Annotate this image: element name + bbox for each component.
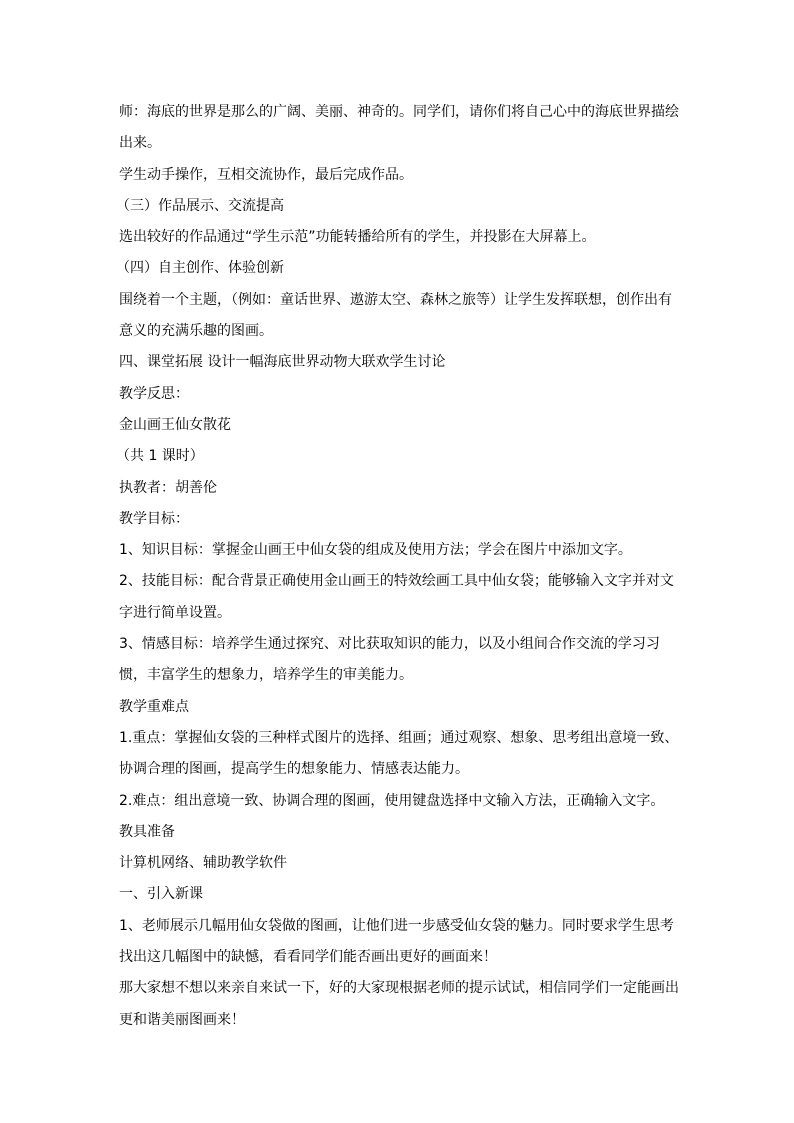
- heading-introduction: 一、引入新课: [119, 886, 203, 903]
- document-page: [116, 97, 679, 1036]
- label-teaching-reflection: 教学反思：: [119, 385, 189, 402]
- lesson-duration: （共 1 课时）: [116, 448, 204, 465]
- heading-section-3: （三）作品展示、交流提高: [116, 197, 284, 214]
- label-key-difficult-points: 教学重难点: [119, 698, 189, 715]
- key-point: 1.重点：掌握仙女袋的三种样式图片的选择、组画；通过观察、想象、思考组出意境一致、协调合理的图画，提高学生的想象能力、情感表达能力。: [119, 729, 679, 778]
- label-teaching-aids: 教具准备: [119, 823, 175, 840]
- paragraph-creation: 围绕着一个主题，（例如：童话世界、遨游太空、森林之旅等）让学生发挥联想，创作出有意义的充满乐趣的图画。: [119, 291, 672, 340]
- label-teaching-objectives: 教学目标：: [119, 510, 189, 527]
- paragraph-showcase: 选出较好的作品通过“学生示范”功能转播给所有的学生，并投影在大屏幕上。: [119, 229, 596, 246]
- heading-classroom-extension: 四、课堂拓展 设计一幅海底世界动物大联欢学生讨论: [119, 354, 446, 371]
- difficult-point: 2.难点：组出意境一致、协调合理的图画，使用键盘选择中文输入方法，正确输入文字。: [119, 792, 665, 809]
- objective-knowledge: 1、知识目标：掌握金山画王中仙女袋的组成及使用方法；学会在图片中添加文字。: [119, 542, 632, 559]
- lesson-teacher: 执教者：胡善伦: [119, 479, 217, 496]
- lesson-title: 金山画王仙女散花: [119, 416, 231, 433]
- intro-step-2: 那大家想不想以来亲自来试一下，好的大家现根据老师的提示试试，相信同学们一定能画出更和谐美丽图画来！: [119, 980, 679, 1028]
- paragraph-student-operation: 学生动手操作，互相交流协作，最后完成作品。: [119, 166, 413, 183]
- teaching-aids: 计算机网络、辅助教学软件: [119, 855, 287, 872]
- objective-skill: 2、技能目标：配合背景正确使用金山画王的特效绘画工具中仙女袋；能够输入文字并对文字进行简单设置。: [119, 573, 674, 621]
- objective-emotion: 3、情感目标：培养学生通过探究、对比获取知识的能力，以及小组间合作交流的学习习惯，丰富学生的想象力，培养学生的审美能力。: [119, 636, 660, 684]
- heading-section-4: （四）自主创作、体验创新: [116, 260, 284, 277]
- intro-step-1: 1、老师展示几幅用仙女袋做的图画，让他们进一步感受仙女袋的魅力。同时要求学生思考找出这几幅图中的缺憾，看看同学们能否画出更好的画面来！: [119, 917, 674, 966]
- paragraph-teacher-intro: 师：海底的世界是那么的广阔、美丽、神奇的。同学们，请你们将自己心中的海底世界描绘出来。: [119, 104, 679, 152]
